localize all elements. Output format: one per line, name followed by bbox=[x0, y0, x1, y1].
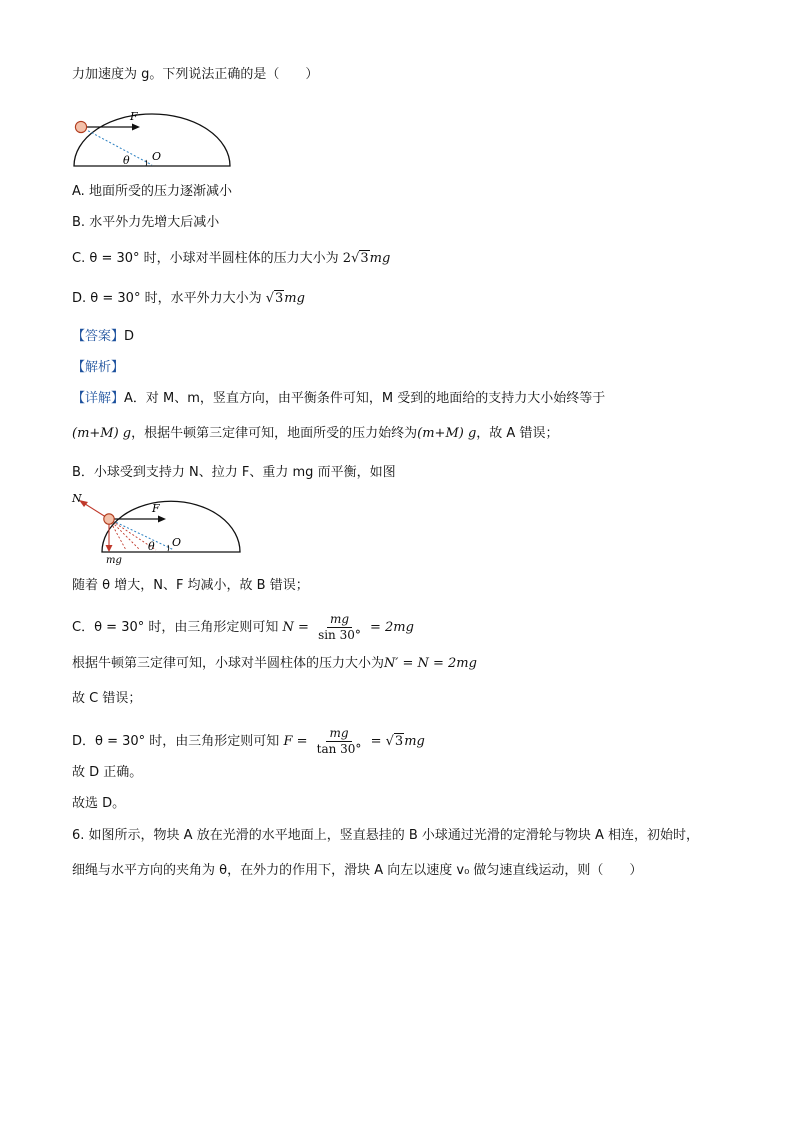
angle-label: θ bbox=[123, 154, 130, 167]
detail-c-third-law: 根据牛顿第三定律可知，小球对半圆柱体的压力大小为N′ = N = 2mg bbox=[72, 656, 477, 671]
question-6-line1: 6. 如图所示，物块 A 放在光滑的水平地面上，竖直悬挂的 B 小球通过光滑的定滑轮与物块 A 相连，初始时， bbox=[72, 828, 700, 843]
figure-semicircle bbox=[68, 108, 238, 170]
detail-b-conclusion: 随着 θ 增大，N、F 均减小，故 B 错误； bbox=[72, 578, 309, 593]
detail-a-line1: 【详解】A．对 M、m，竖直方向，由平衡条件可知，M 受到的地面给的支持力大小始终等于 bbox=[72, 391, 606, 406]
option-b: B. 水平外力先增大后减小 bbox=[72, 215, 220, 230]
center-label-2: O bbox=[172, 536, 182, 549]
detail-a-line2: (m+M) g，根据牛顿第三定律可知，地面所受的压力始终为(m+M) g，故 A 错误； bbox=[72, 426, 559, 441]
normal-force-label: N bbox=[72, 492, 82, 505]
detail-c-conclusion: 故 C 错误； bbox=[72, 691, 142, 706]
answer-line: 【答案】D bbox=[72, 329, 135, 344]
question-6-line2: 细绳与水平方向的夹角为 θ，在外力的作用下，滑块 A 向左以速度 v₀ 做匀速直线运动，则（ ） bbox=[72, 863, 643, 878]
detail-b-line: B．小球受到支持力 N、拉力 F、重力 mg 而平衡，如图 bbox=[72, 465, 396, 480]
fraction: $\frac{mg}{\tan 30^\circ}$ bbox=[316, 726, 362, 756]
option-d: D. θ = 30° 时，水平外力大小为 √3mg bbox=[72, 291, 305, 306]
detail-c-equation: C．θ = 30° 时，由三角形定则可知 N = $\frac{mg}{\sin 30^\circ}$ = 2mg bbox=[72, 612, 414, 642]
angle-label-2: θ bbox=[148, 540, 155, 553]
weight-label: mg bbox=[106, 555, 122, 566]
figure-force-diagram bbox=[68, 490, 244, 566]
detail-d-conclusion: 故 D 正确。 bbox=[72, 765, 143, 780]
analysis-tag: 【解析】 bbox=[72, 360, 125, 375]
fraction: $\frac{mg}{\sin 30^\circ}$ bbox=[318, 612, 361, 642]
question-stem-tail: 力加速度为 g。下列说法正确的是（ ） bbox=[72, 67, 319, 82]
force-label: F bbox=[130, 110, 138, 123]
center-label: O bbox=[152, 150, 162, 163]
final-answer: 故选 D。 bbox=[72, 796, 126, 811]
option-a: A. 地面所受的压力逐渐减小 bbox=[72, 184, 232, 199]
detail-d-equation: D．θ = 30° 时，由三角形定则可知 F = $\frac{mg}{\tan 30^\circ}$ = √3mg bbox=[72, 726, 425, 756]
option-c: C. θ = 30° 时，小球对半圆柱体的压力大小为 2√3mg bbox=[72, 251, 391, 266]
pull-force-label: F bbox=[152, 502, 160, 515]
